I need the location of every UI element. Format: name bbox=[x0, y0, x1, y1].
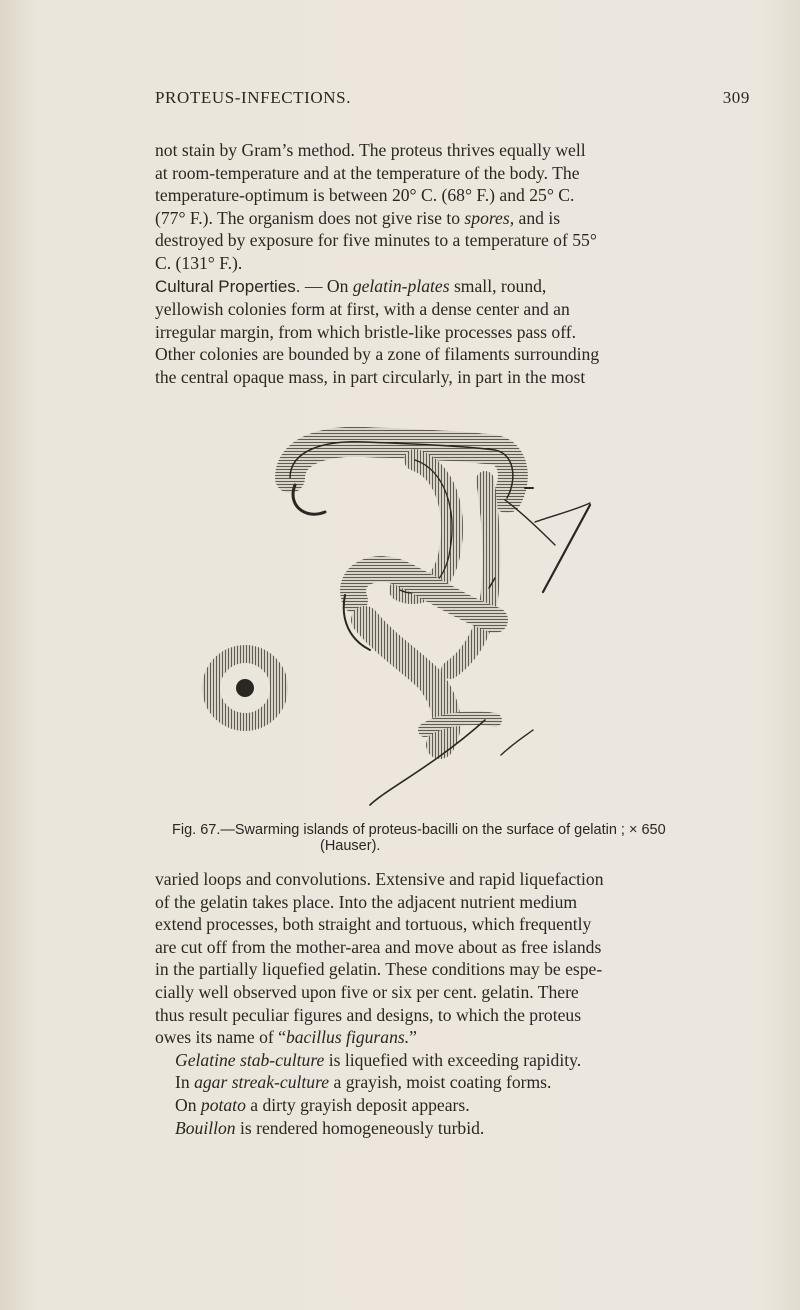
caption-credit: (Hauser). bbox=[320, 838, 381, 854]
text-line bbox=[155, 1071, 755, 1094]
text-line: varied loops and convolutions. Extensive and rapid liquefaction bbox=[155, 869, 604, 889]
italic-term: gelatin-plates bbox=[352, 275, 450, 296]
text-line: yellowish colonies form at first, with a dense center and an bbox=[155, 299, 570, 320]
text-line: are cut off from the mother-area and move about as free islands bbox=[155, 936, 602, 957]
text-run: On bbox=[175, 1094, 201, 1115]
text-line bbox=[155, 1049, 755, 1072]
text-line: irregular margin, from which bristle-like processes pass off. bbox=[155, 321, 576, 342]
text-line: C. (131° F.). bbox=[155, 252, 243, 273]
text-line: thus result peculiar figures and designs, to which the proteus bbox=[155, 1004, 582, 1025]
text-run: a grayish, moist coating forms. bbox=[329, 1072, 552, 1093]
text-line: Other colonies are bounded by a zone of filaments surrounding bbox=[155, 344, 600, 365]
italic-term: potato bbox=[200, 1094, 246, 1115]
italic-term: bacillus figurans. bbox=[285, 1027, 410, 1048]
caption-line: Fig. 67.—Swarming islands of proteus-bacilli on the surface of gelatin ; × 650 bbox=[172, 822, 666, 838]
text-run: is rendered homogeneously turbid. bbox=[235, 1117, 485, 1138]
swarming-islands-illustration bbox=[195, 370, 625, 820]
figure-caption bbox=[172, 822, 772, 854]
text-line: destroyed by exposure for five minutes to a temperature of 55° bbox=[155, 230, 597, 251]
text-run: a dirty grayish deposit appears. bbox=[245, 1094, 470, 1115]
text-run: is liquefied with exceeding rapidity. bbox=[324, 1049, 582, 1070]
text-run: — On bbox=[300, 275, 353, 296]
text-line bbox=[155, 1094, 755, 1117]
text-line: cially well observed upon five or six per cent. gelatin. There bbox=[155, 981, 579, 1002]
text-line: at room-temperature and at the temperature of the body. The bbox=[155, 162, 580, 183]
text-line bbox=[155, 275, 755, 299]
page-number: 309 bbox=[722, 88, 750, 107]
text-line: temperature-optimum is between 20° C. (68° F.) and 25° C. bbox=[155, 185, 575, 206]
text-line: extend processes, both straight and tortuous, which frequently bbox=[155, 914, 592, 935]
text-line bbox=[155, 207, 755, 230]
italic-term: agar streak-culture bbox=[194, 1072, 330, 1093]
text-run: small, round, bbox=[449, 275, 547, 296]
running-title: PROTEUS-INFECTIONS. bbox=[155, 88, 352, 107]
text-run: ” bbox=[409, 1027, 417, 1048]
italic-term: spores, bbox=[464, 207, 515, 228]
text-run: (77° F.). The organism does not give rise to bbox=[155, 207, 465, 228]
section-heading: Cultural Properties. bbox=[155, 276, 301, 296]
body-text-bottom bbox=[155, 868, 755, 1139]
text-line: not stain by Gram’s method. The proteus thrives equally well bbox=[155, 140, 586, 160]
text-line bbox=[155, 1117, 755, 1140]
italic-term: Gelatine stab-culture bbox=[175, 1049, 325, 1070]
text-run: and is bbox=[514, 207, 561, 228]
text-line: in the partially liquefied gelatin. These conditions may be espe- bbox=[155, 959, 603, 980]
text-run: owes its name of “ bbox=[155, 1027, 286, 1048]
text-line: of the gelatin takes place. Into the adjacent nutrient medium bbox=[155, 891, 578, 912]
running-header bbox=[155, 88, 750, 112]
text-run: In bbox=[175, 1072, 195, 1093]
italic-term: Bouillon bbox=[175, 1117, 236, 1138]
body-text-top bbox=[155, 139, 755, 389]
text-line: the central opaque mass, in part circularly, in part in the most bbox=[155, 366, 586, 387]
text-line bbox=[155, 1026, 755, 1049]
